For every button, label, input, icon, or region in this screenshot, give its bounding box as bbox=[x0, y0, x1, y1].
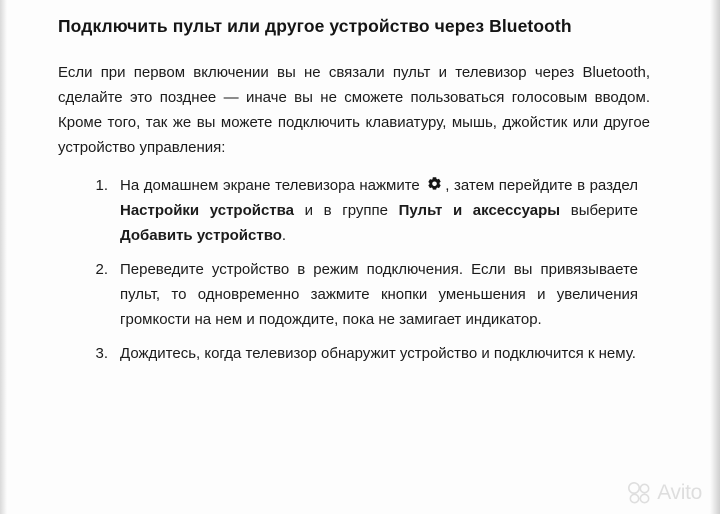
step-text-emphasis: Пульт и аксессуары bbox=[398, 202, 561, 220]
step-text: . bbox=[281, 227, 287, 245]
step-item bbox=[82, 258, 638, 333]
step-text: На домашнем экране телевизора нажмите bbox=[120, 177, 425, 195]
step-item bbox=[82, 174, 638, 249]
intro-paragraph: Если при первом включении вы не связали пульт и телевизор через Bluetooth, сделайте это позднее — иначе вы не сможете пользоваться голосовым вводом. Кроме того, так же вы можете подключить клавиатуру, мышь, джойстик или другое устройство управления: bbox=[58, 64, 650, 156]
avito-logo-icon bbox=[626, 480, 652, 506]
step-text-emphasis: Настройки устройства bbox=[120, 202, 295, 220]
step-text: выберите bbox=[560, 202, 639, 220]
watermark bbox=[626, 480, 702, 506]
page-title: Подключить пульт или другое устройство через Bluetooth bbox=[58, 16, 572, 36]
step-text-emphasis: Добавить устройство bbox=[120, 227, 282, 245]
step-text: Дождитесь, когда телевизор обнаружит устройство и подключится к нему. bbox=[120, 344, 636, 362]
step-item bbox=[82, 342, 638, 367]
watermark-text: Avito bbox=[657, 481, 702, 504]
step-text: , затем перейдите в раздел bbox=[445, 177, 638, 195]
step-text: Переведите устройство в режим подключения. Если вы привязываете пульт, то одновременно зажмите кнопки уменьшения и увеличения громкости на нем и подождите, пока не замигает индикатор. bbox=[120, 261, 638, 328]
page-edge-right bbox=[710, 0, 720, 514]
step-number: 2. bbox=[95, 261, 108, 279]
page-edge-left bbox=[0, 0, 7, 514]
steps-list bbox=[82, 174, 638, 366]
document-content bbox=[58, 14, 658, 376]
step-number: 3. bbox=[95, 344, 108, 362]
step-number: 1. bbox=[95, 177, 108, 195]
gear-icon bbox=[426, 176, 443, 193]
step-text: и в группе bbox=[294, 202, 399, 220]
